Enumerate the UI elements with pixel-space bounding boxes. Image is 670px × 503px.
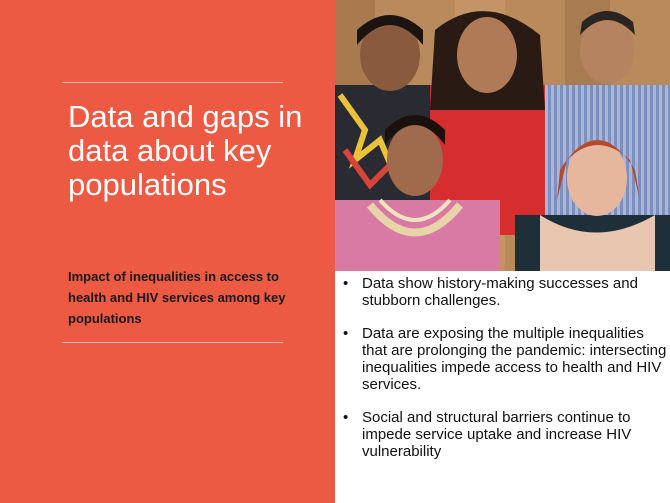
group-photo bbox=[335, 0, 670, 271]
top-divider bbox=[62, 82, 283, 83]
bottom-divider bbox=[62, 342, 283, 343]
slide-subtitle: Impact of inequalities in access to health and HIV services among key populations bbox=[68, 269, 286, 326]
bullet-text: Social and structural barriers continue to impede service uptake and increase HIV vulnerability bbox=[362, 409, 632, 460]
slide-title: Data and gaps in data about key populations bbox=[68, 99, 303, 202]
list-item bbox=[338, 409, 668, 460]
bullet-list bbox=[338, 275, 668, 476]
bullet-glyph: • bbox=[343, 275, 349, 292]
list-item bbox=[338, 275, 668, 309]
bullet-glyph: • bbox=[343, 325, 349, 342]
bullet-glyph: • bbox=[343, 409, 349, 426]
bullet-text: Data are exposing the multiple inequalities that are prolonging the pandemic: intersecting inequalities impede access to health and HIV services. bbox=[362, 325, 667, 393]
bullet-text: Data show history-making successes and stubborn challenges. bbox=[362, 275, 638, 309]
list-item bbox=[338, 325, 668, 393]
group-photo-icon bbox=[335, 0, 670, 271]
